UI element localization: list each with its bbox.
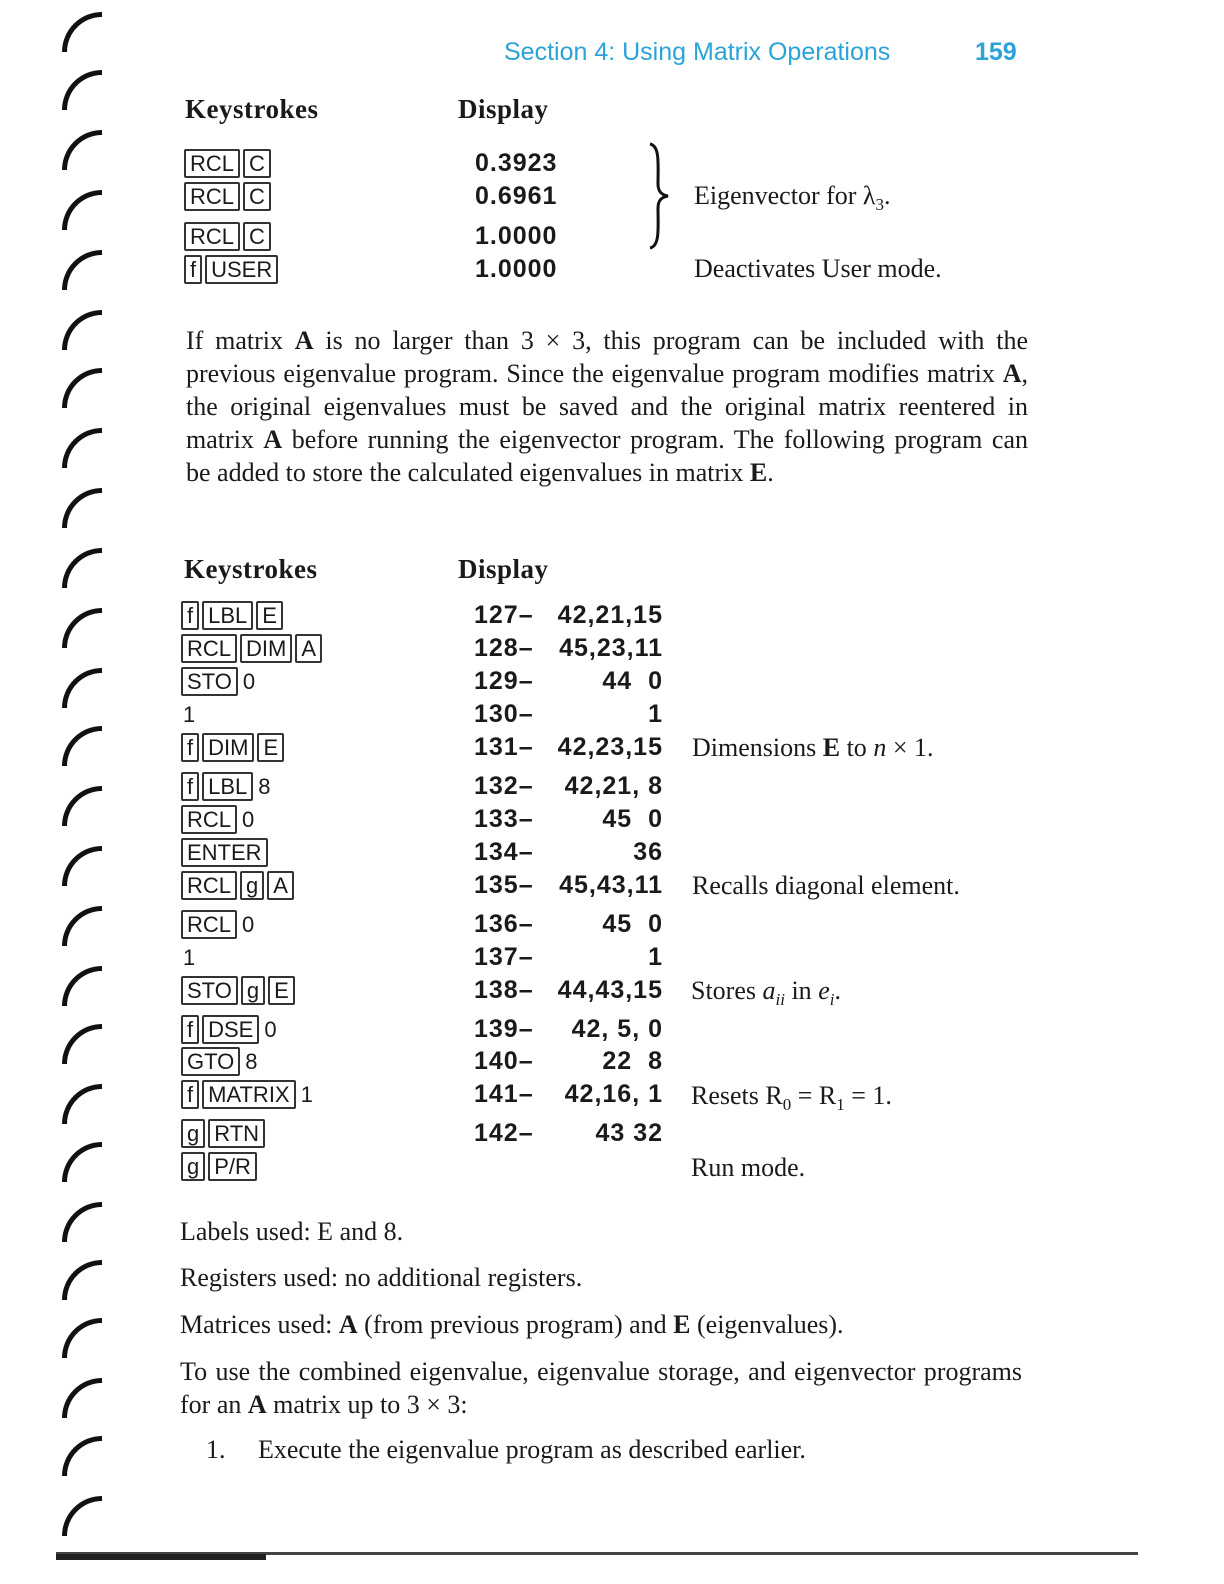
display-value: 1.0000 [475, 222, 558, 250]
calculator-key: RCL [181, 805, 237, 834]
keystroke-digit: 0 [242, 911, 255, 937]
keystroke-sequence [181, 600, 286, 630]
binding-ring [62, 1024, 102, 1064]
program-line-display [474, 942, 663, 972]
key-code: 43 32 [595, 1119, 663, 1147]
keystroke-sequence [181, 804, 257, 834]
calculator-key: RCL [184, 182, 240, 211]
key-code: 45 0 [602, 910, 663, 938]
binding-ring [62, 310, 102, 350]
keystroke-digit: 0 [242, 668, 256, 694]
line-number: 133– [474, 805, 534, 833]
stores-note: Stores $a_{ii}$ in $e_i$. [691, 976, 841, 1010]
binding-ring [62, 70, 102, 110]
key-code: 44,43,15 [557, 976, 663, 1004]
page-number: 159 [975, 38, 1017, 66]
calculator-key: P/R [208, 1152, 257, 1181]
binding-ring [62, 1202, 102, 1242]
program-line-display [474, 666, 663, 696]
program-line-display [474, 1046, 663, 1076]
binding-ring [62, 250, 102, 290]
line-number: 128– [474, 634, 534, 662]
keystroke-sequence [181, 1014, 280, 1044]
keystroke-sequence [181, 732, 287, 762]
calculator-key: DIM [240, 634, 292, 663]
matrices-used: Matrices used: A (from previous program) and E (eigenvalues). [180, 1310, 844, 1339]
program-line-display [474, 1014, 663, 1044]
deactivates-note: Deactivates User mode. [694, 254, 942, 283]
binding-ring [62, 1142, 102, 1182]
line-number: 127– [474, 601, 534, 629]
keystroke-sequence [184, 181, 274, 211]
calculator-key: g [181, 1152, 205, 1181]
line-number: 142– [474, 1119, 534, 1147]
line-number: 140– [474, 1047, 534, 1075]
keystroke-sequence [181, 909, 257, 939]
calculator-key: ENTER [181, 838, 268, 867]
calculator-key: g [240, 871, 264, 900]
binding-ring [62, 428, 102, 468]
binding-ring [62, 488, 102, 528]
program-line-display [474, 600, 663, 630]
keystroke-sequence [184, 254, 281, 284]
keystroke-sequence [184, 221, 274, 251]
keystroke-sequence [181, 942, 198, 972]
calculator-key: E [256, 601, 283, 630]
keystroke-sequence [181, 870, 297, 900]
program-line-display [474, 771, 663, 801]
binding-ring [62, 1318, 102, 1358]
binding-ring [62, 1378, 102, 1418]
keystroke-sequence [181, 1079, 316, 1109]
calculator-key: LBL [202, 601, 253, 630]
keystroke-digit: 1 [300, 1081, 313, 1107]
calculator-key: E [257, 733, 284, 762]
binding-ring [62, 368, 102, 408]
display-value: 0.6961 [475, 182, 558, 210]
calculator-key: GTO [181, 1047, 240, 1076]
key-code: 42,21, 8 [564, 772, 663, 800]
keystroke-digit: 8 [258, 773, 271, 799]
calculator-key: f [181, 601, 199, 630]
calculator-key: A [267, 871, 294, 900]
recalls-note: Recalls diagonal element. [692, 871, 960, 900]
calculator-key: g [241, 976, 265, 1005]
keystroke-digit: 1 [183, 701, 196, 727]
line-number: 135– [474, 871, 534, 899]
keystroke-sequence [181, 1118, 268, 1148]
line-number: 130– [474, 700, 534, 728]
step-1-number: 1. [206, 1435, 226, 1464]
key-code: 42,21,15 [557, 601, 663, 629]
line-number: 137– [474, 943, 534, 971]
keystroke-sequence [181, 666, 258, 696]
keystroke-sequence [181, 975, 298, 1005]
binding-ring [62, 966, 102, 1006]
calculator-key: f [181, 1080, 199, 1109]
calculator-key: f [184, 255, 202, 284]
eigenvector-note: Eigenvector for $\lambda_3$. [694, 181, 891, 215]
labels-used: Labels used: E and 8. [180, 1217, 404, 1246]
binding-ring [62, 906, 102, 946]
calculator-key: MATRIX [202, 1080, 295, 1109]
calculator-key: USER [205, 255, 278, 284]
calculator-key: STO [181, 667, 238, 696]
key-code: 42,23,15 [557, 733, 663, 761]
binding-ring [62, 668, 102, 708]
brace-icon [646, 140, 672, 252]
line-number: 129– [474, 667, 534, 695]
calculator-key: C [243, 182, 271, 211]
line-number: 134– [474, 838, 534, 866]
program-line-display [474, 1079, 663, 1109]
calculator-key: f [181, 733, 199, 762]
calculator-key: RCL [181, 634, 237, 663]
binding-ring [62, 1084, 102, 1124]
calculator-key: STO [181, 976, 238, 1005]
line-number: 139– [474, 1015, 534, 1043]
key-code: 44 0 [602, 667, 663, 695]
key-code: 1 [648, 700, 663, 728]
run-mode-note: Run mode. [691, 1153, 806, 1182]
keystroke-digit: 1 [183, 944, 196, 970]
binding-ring [62, 1496, 102, 1536]
binding-ring [62, 548, 102, 588]
display-heading-2: Display [458, 554, 549, 584]
keystroke-digit: 0 [242, 806, 255, 832]
keystroke-sequence [181, 771, 274, 801]
program-line-display [474, 732, 663, 762]
program-line-display [474, 804, 663, 834]
intro-paragraph: If matrix A is no larger than 3 × 3, this program can be included with the previous eigenvalue program. Since the eigenvalue program modifies matrix A, the original eigenvalues must be saved and the original matrix reentered in matrix A before running the eigenvector program. The following program can be added to store the calculated eigenvalues in matrix E. [186, 326, 1029, 487]
key-code: 22 8 [602, 1047, 663, 1075]
binding-ring [62, 1436, 102, 1476]
calculator-key: DSE [202, 1015, 259, 1044]
calculator-key: C [243, 149, 271, 178]
binding-ring [62, 1260, 102, 1300]
binding-ring [62, 130, 102, 170]
key-code: 36 [633, 838, 663, 866]
binding-ring [62, 12, 102, 52]
keystroke-sequence [181, 1046, 261, 1076]
line-number: 132– [474, 772, 534, 800]
binding-ring [62, 786, 102, 826]
calculator-key: RCL [184, 149, 240, 178]
binding-ring [62, 846, 102, 886]
calculator-key: C [243, 222, 271, 251]
display-value: 0.3923 [475, 149, 558, 177]
keystroke-sequence [181, 1151, 260, 1181]
binding-ring [62, 608, 102, 648]
calculator-key: f [181, 1015, 199, 1044]
program-line-display [474, 1118, 663, 1148]
line-number: 141– [474, 1080, 534, 1108]
calculator-key: RCL [181, 910, 237, 939]
registers-used: Registers used: no additional registers. [180, 1263, 583, 1292]
usage-paragraph: To use the combined eigenvalue, eigenvalue storage, and eigenvector programs for an A matrix up to 3 × 3: [180, 1357, 1022, 1419]
keystroke-sequence [181, 837, 271, 867]
binding-ring [62, 190, 102, 230]
program-line-display [474, 975, 663, 1005]
keystroke-sequence [181, 633, 325, 663]
calculator-key: RCL [181, 871, 237, 900]
key-code: 1 [648, 943, 663, 971]
line-number: 136– [474, 910, 534, 938]
calculator-key: E [268, 976, 295, 1005]
keystrokes-heading: Keystrokes [185, 94, 319, 124]
key-code: 45,23,11 [559, 634, 663, 662]
calculator-key: RCL [184, 222, 240, 251]
display-heading: Display [458, 94, 549, 124]
program-line-display [474, 837, 663, 867]
key-code: 42, 5, 0 [571, 1015, 663, 1043]
keystroke-digit: 0 [264, 1016, 277, 1042]
keystroke-sequence [181, 699, 198, 729]
calculator-key: LBL [202, 772, 253, 801]
program-line-display [474, 870, 663, 900]
program-line-display [474, 633, 663, 663]
key-code: 45 0 [602, 805, 663, 833]
keystroke-sequence [184, 148, 274, 178]
keystrokes-heading-2: Keystrokes [184, 554, 318, 584]
key-code: 45,43,11 [559, 871, 663, 899]
dimensions-note: Dimensions E to n × 1. [692, 733, 934, 762]
program-line-display [474, 699, 663, 729]
key-code: 42,16, 1 [564, 1080, 663, 1108]
step-1-text: Execute the eigenvalue program as described earlier. [258, 1435, 806, 1464]
section-title: Section 4: Using Matrix Operations [504, 38, 891, 66]
calculator-key: RTN [208, 1119, 265, 1148]
line-number: 131– [474, 733, 534, 761]
bottom-rule-accent [56, 1554, 266, 1560]
calculator-key: f [181, 772, 199, 801]
calculator-key: A [295, 634, 322, 663]
keystroke-digit: 8 [245, 1048, 258, 1074]
resets-note: Resets $R_0 = R_1 = 1$. [691, 1081, 892, 1115]
binding-ring [62, 726, 102, 766]
program-line-display [474, 909, 663, 939]
display-value: 1.0000 [475, 255, 558, 283]
line-number: 138– [474, 976, 534, 1004]
calculator-key: DIM [202, 733, 254, 762]
calculator-key: g [181, 1119, 205, 1148]
